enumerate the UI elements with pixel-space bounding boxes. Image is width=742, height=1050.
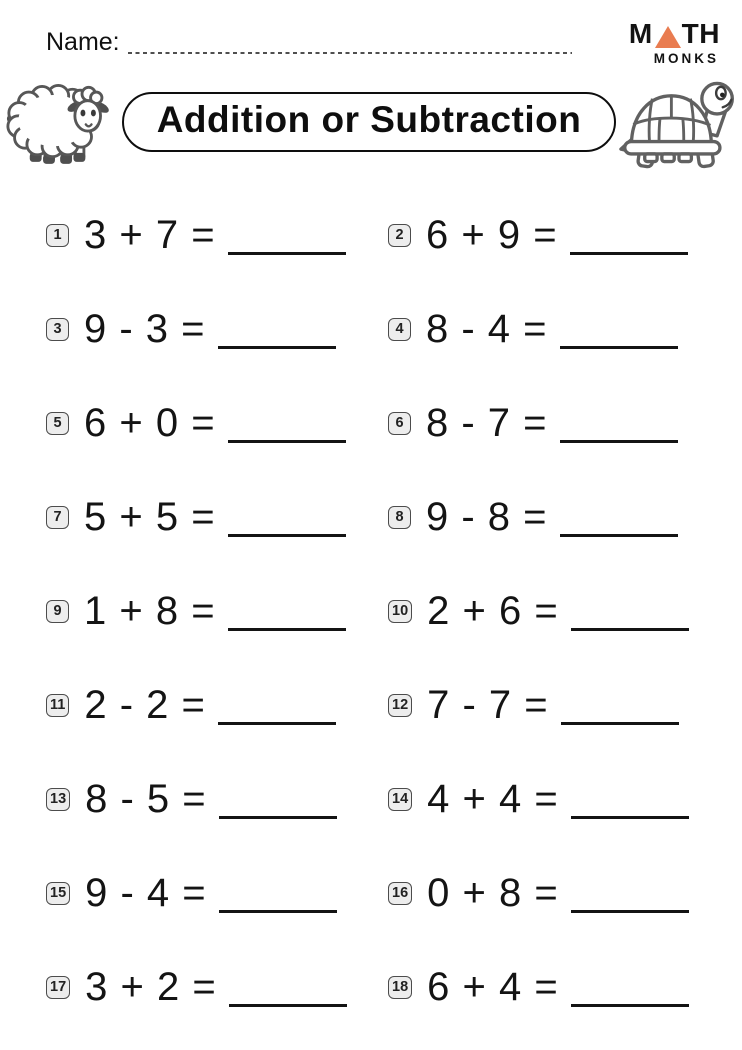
answer-blank[interactable]: [218, 346, 336, 349]
problem-row: [46, 871, 388, 916]
answer-blank[interactable]: [560, 440, 678, 443]
problem-row: [388, 495, 701, 540]
problem-number-badge: 2: [388, 224, 411, 247]
problem-number-badge: 18: [388, 976, 412, 999]
answer-blank[interactable]: [571, 816, 689, 819]
problem-number-badge: 11: [46, 694, 69, 717]
math-monks-logo: [602, 20, 720, 66]
problem-expression: 0 + 8 =: [427, 870, 559, 915]
problem-number-badge: 8: [388, 506, 411, 529]
answer-blank[interactable]: [571, 910, 689, 913]
problem-number-badge: 17: [46, 976, 70, 999]
name-label: Name:: [46, 28, 120, 56]
problem-row: [388, 965, 701, 1010]
logo-letter-m: M: [628, 18, 653, 49]
problem-row: [46, 213, 388, 258]
problem-number-badge: 14: [388, 788, 412, 811]
problem-number-badge: 1: [46, 224, 69, 247]
answer-blank[interactable]: [228, 252, 346, 255]
logo-subtitle: MONKS: [653, 51, 719, 66]
problem-row: [388, 307, 701, 352]
problem-number-badge: 15: [46, 882, 70, 905]
answer-blank[interactable]: [571, 1004, 689, 1007]
problem-expression: 3 + 2 =: [85, 964, 217, 1009]
problem-row: [46, 777, 388, 822]
name-row: [46, 30, 572, 55]
answer-blank[interactable]: [219, 816, 337, 819]
problem-number-badge: 3: [46, 318, 69, 341]
problem-number-badge: 7: [46, 506, 69, 529]
problem-expression: 9 - 3 =: [84, 306, 206, 351]
problem-expression: 8 - 4 =: [426, 306, 548, 351]
problem-expression: 8 - 7 =: [426, 400, 548, 445]
answer-blank[interactable]: [560, 346, 678, 349]
problem-row: [388, 589, 701, 634]
problem-number-badge: 9: [46, 600, 69, 623]
problem-expression: 2 - 2 =: [84, 682, 206, 727]
problems-grid: [46, 188, 701, 1034]
problem-row: [388, 401, 701, 446]
header: [0, 0, 742, 66]
answer-blank[interactable]: [228, 628, 346, 631]
problem-row: [388, 213, 701, 258]
problem-row: [46, 589, 388, 634]
answer-blank[interactable]: [571, 628, 689, 631]
title-banner: [0, 72, 742, 172]
problem-expression: 4 + 4 =: [427, 776, 559, 821]
answer-blank[interactable]: [229, 1004, 347, 1007]
problem-number-badge: 5: [46, 412, 69, 435]
problem-row: [46, 683, 388, 728]
answer-blank[interactable]: [219, 910, 337, 913]
problem-expression: 6 + 4 =: [427, 964, 559, 1009]
answer-blank[interactable]: [560, 534, 678, 537]
problem-expression: 1 + 8 =: [84, 588, 216, 633]
problem-row: [388, 683, 701, 728]
problem-number-badge: 12: [388, 694, 412, 717]
logo-wordmark: [602, 20, 720, 48]
logo-letters-th: TH: [681, 18, 720, 49]
answer-blank[interactable]: [218, 722, 336, 725]
answer-blank[interactable]: [570, 252, 688, 255]
problem-number-badge: 13: [46, 788, 70, 811]
problem-expression: 8 - 5 =: [85, 776, 207, 821]
problem-number-badge: 4: [388, 318, 411, 341]
problem-expression: 6 + 9 =: [426, 212, 558, 257]
logo-triangle-icon: [655, 26, 681, 48]
problem-row: [46, 495, 388, 540]
worksheet-title: Addition or Subtraction: [122, 92, 616, 153]
problem-expression: 6 + 0 =: [84, 400, 216, 445]
name-input-line[interactable]: [128, 52, 572, 54]
answer-blank[interactable]: [228, 534, 346, 537]
problem-expression: 9 - 8 =: [426, 494, 548, 539]
problem-expression: 7 - 7 =: [427, 682, 549, 727]
problem-row: [388, 871, 701, 916]
problem-number-badge: 16: [388, 882, 412, 905]
problem-row: [388, 777, 701, 822]
problem-row: [46, 965, 388, 1010]
answer-blank[interactable]: [561, 722, 679, 725]
problem-expression: 9 - 4 =: [85, 870, 207, 915]
answer-blank[interactable]: [228, 440, 346, 443]
problem-expression: 3 + 7 =: [84, 212, 216, 257]
problem-expression: 5 + 5 =: [84, 494, 216, 539]
problem-number-badge: 10: [388, 600, 412, 623]
sheep-icon: [6, 75, 120, 170]
problem-number-badge: 6: [388, 412, 411, 435]
turtle-icon: [618, 73, 740, 172]
problem-row: [46, 401, 388, 446]
problem-row: [46, 307, 388, 352]
problem-expression: 2 + 6 =: [427, 588, 559, 633]
